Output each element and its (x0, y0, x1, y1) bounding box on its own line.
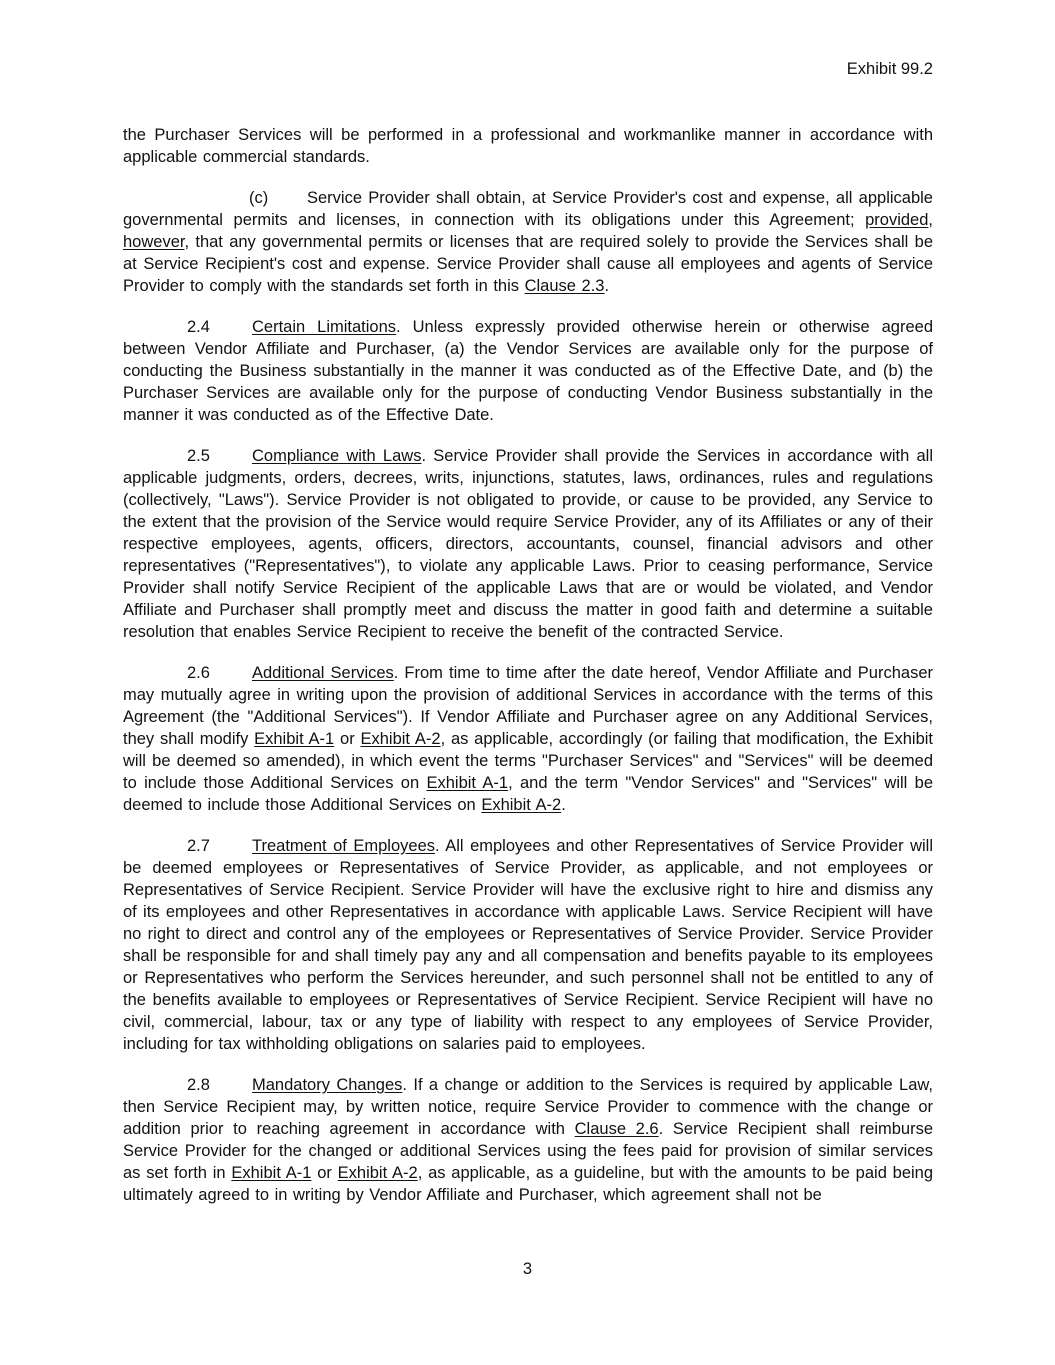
page-footer (0, 1258, 1055, 1280)
exhibit-label: Exhibit 99.2 (846, 60, 933, 78)
underlined-term: Exhibit A-1 (231, 1164, 312, 1182)
text-run: . All employees and other Representatives of Service Provider will be deemed employees or Representatives of Service Provider, as applicable, and not employees or Representatives of Service Recipient. Service Provider will have the exclusive right to hire and dismiss any of its employees and other Representatives in accordance with applicable Laws. Service Recipient will have no right to direct and control any of the employees or Representatives of Service Provider. Service Provider shall be responsible for and shall timely pay any and all compensation and benefits payable to its employees or Representatives who perform the Services hereunder, and such personnel shall not be entitled to any of the benefits available to employees or Representatives of Service Recipient. Service Recipient will have no civil, commercial, labour, tax or any type of liability with respect to any employees of Service Provider, including for tax withholding obligations on salaries paid to employees. (123, 837, 934, 1053)
underlined-term: Exhibit A-1 (426, 774, 509, 792)
text-run: Service Provider shall obtain, at Service Provider's cost and expense, all applicable governmental permits and licenses, in connection with its obligations under this Agreement; (123, 189, 933, 229)
underlined-term: Compliance with Laws (252, 447, 422, 465)
underlined-term: Additional Services (252, 664, 394, 682)
page-header (123, 58, 933, 80)
underlined-term: Exhibit A-2 (337, 1164, 418, 1182)
underlined-term: Treatment of Employees (252, 837, 436, 855)
text-run: . (561, 796, 566, 814)
underlined-term: Mandatory Changes (252, 1076, 403, 1094)
paragraph-section-2-4 (123, 316, 933, 426)
underlined-term: Exhibit A-2 (481, 796, 562, 814)
clause-number: (c) (249, 189, 269, 207)
text-run: . If a change or addition to the Services is required by applicable Law, then Service Recipient may, by written notice, require Service Provider to commence with the change or addition prior to reaching agreement in accordance with (123, 1076, 933, 1138)
text-run: . Service Recipient shall reimburse Service Provider for the changed or additional Services using the fees paid for provision of similar services as set forth in (123, 1120, 934, 1182)
paragraph-section-2-8 (123, 1074, 933, 1206)
underlined-term: provided (865, 211, 929, 229)
text-run: , as applicable, as a guideline, but with the amounts to be paid being ultimately agreed to in writing by Vendor Affiliate and Purchaser, which agreement shall not be (123, 1164, 934, 1204)
underlined-term: Clause 2.3 (524, 277, 605, 295)
document-body (123, 124, 933, 1206)
clause-number: 2.8 (187, 1076, 210, 1094)
underlined-term: Certain Limitations (252, 318, 397, 336)
paragraph-section-2-6 (123, 662, 933, 816)
underlined-term: Clause 2.6 (574, 1120, 659, 1138)
text-run: , that any governmental permits or licenses that are required solely to provide the Services shall be at Service Recipient's cost and expense. Service Provider shall cause all employees and agents of Service Provider to comply with the standards set forth in this (123, 233, 933, 295)
paragraph-section-2-7 (123, 835, 933, 1055)
text-run: the Purchaser Services will be performed in a professional and workmanlike manner in accordance with applicable commercial standards. (123, 126, 933, 166)
paragraph-clause-c (123, 187, 933, 297)
text-run: , (928, 211, 933, 229)
text-run: or (311, 1164, 338, 1182)
text-run: or (334, 730, 361, 748)
underlined-term: however (123, 233, 185, 251)
text-run: . (604, 277, 610, 295)
paragraph-continuation (123, 124, 933, 168)
text-run: , as applicable, accordingly (or failing that modification, the Exhibit will be deemed so amended), in which event the terms "Purchaser Services" and "Services" will be deemed to include those Additional Services on (123, 730, 933, 792)
text-run: . From time to time after the date hereof, Vendor Affiliate and Purchaser may mutually agree in writing upon the provision of additional Services in accordance with the terms of this Agreement (the "Additional Services"). If Vendor Affiliate and Purchaser agree on any Additional Services, they shall modify (123, 664, 933, 748)
clause-number: 2.4 (187, 318, 210, 336)
clause-number: 2.7 (187, 837, 210, 855)
page-number: 3 (522, 1260, 533, 1278)
text-run: , and the term "Vendor Services" and "Services" will be deemed to include those Additional Services on (123, 774, 933, 814)
underlined-term: Exhibit A-1 (254, 730, 335, 748)
clause-number: 2.6 (187, 664, 210, 682)
text-run: . Service Provider shall provide the Services in accordance with all applicable judgments, orders, decrees, writs, injunctions, statutes, laws, ordinances, rules and regulations (collectively, "Laws"). Service Provider is not obligated to provide, or cause to be provided, any Service to the extent that the provision of the Service would require Service Provider, any of its Affiliates or any of their respective employees, agents, officers, directors, accountants, counsel, financial advisors and other representatives ("Representatives"), to violate any applicable Laws. Prior to ceasing performance, Service Provider shall notify Service Recipient of the applicable Laws that are or would be violated, and Vendor Affiliate and Purchaser shall promptly meet and discuss the matter in good faith and determine a suitable resolution that enables Service Recipient to receive the benefit of the contracted Service. (123, 447, 934, 641)
text-run: . Unless expressly provided otherwise herein or otherwise agreed between Vendor Affiliate and Purchaser, (a) the Vendor Services are available only for the purpose of conducting the Business substantially in the manner it was conducted as of the Effective Date, and (b) the Purchaser Services are available only for the purpose of conducting Vendor Business substantially in the manner it was conducted as of the Effective Date. (123, 318, 934, 424)
clause-number: 2.5 (187, 447, 210, 465)
paragraph-section-2-5 (123, 445, 933, 643)
underlined-term: Exhibit A-2 (360, 730, 441, 748)
